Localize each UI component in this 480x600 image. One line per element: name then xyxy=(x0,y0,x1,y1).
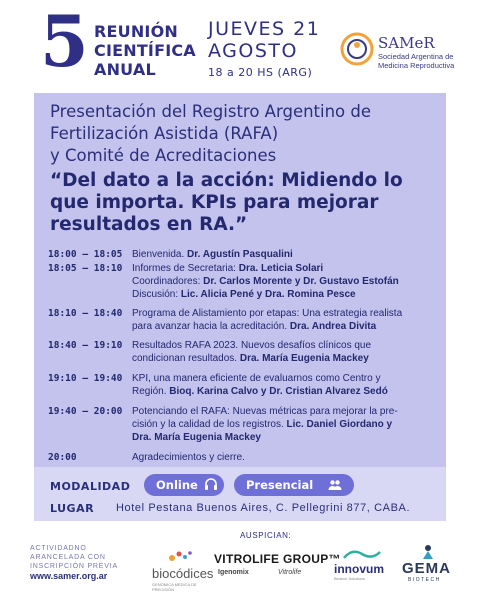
schedule-text: Potenciando el RAFA: Nuevas métricas para mejorar la pre- xyxy=(132,406,398,417)
biocodices-logo xyxy=(152,548,214,592)
date-line-2: AGOSTO xyxy=(208,40,298,62)
date-line-1: JUEVES 21 xyxy=(208,18,321,40)
schedule-time: 19:10 – 19:40 xyxy=(48,373,123,384)
schedule-desc xyxy=(132,372,438,398)
schedule-speakers: Dra. María Eugenia Mackey xyxy=(239,353,369,364)
gema-name: GEMA xyxy=(402,560,451,577)
modalidad-label: MODALIDAD xyxy=(50,480,131,493)
note-line-2: ARANCELADA CON xyxy=(30,554,106,561)
schedule-speakers: Bioq. Karina Calvo y Dr. Cristian Alvarez Sedó xyxy=(169,386,388,397)
schedule-desc xyxy=(132,451,438,464)
igenomix-logo: Igenomix xyxy=(218,569,249,576)
edition-number: 5 xyxy=(40,0,89,83)
samer-name: SAMeR xyxy=(378,34,435,52)
schedule-text: para avanzar hacia la acreditación. xyxy=(132,321,290,332)
website-link[interactable]: www.samer.org.ar xyxy=(30,571,108,581)
schedule-time: 18:05 – 18:10 xyxy=(48,263,123,274)
samer-subtitle-2: Medicina Reproductiva xyxy=(378,61,455,70)
schedule-text: condicionan resultados. xyxy=(132,353,240,364)
lugar-label: LUGAR xyxy=(50,502,95,515)
schedule-time: 18:00 – 18:05 xyxy=(48,249,123,260)
samer-emblem-icon xyxy=(340,32,374,66)
innovum-logo xyxy=(334,546,394,580)
quote-line-2: que importa. KPIs para mejorar xyxy=(50,192,379,213)
schedule-desc xyxy=(132,339,438,365)
schedule-text: Resultados RAFA 2023. Nuevos desafíos clínicos que xyxy=(132,340,372,351)
group-icon xyxy=(328,478,342,492)
headset-icon xyxy=(204,478,218,492)
innovum-name: innovum xyxy=(334,562,384,576)
schedule-desc xyxy=(132,307,438,333)
schedule-time: 20:00 xyxy=(48,452,77,463)
presencial-button[interactable] xyxy=(234,474,354,496)
innovum-subtitle: Biotech Solutions xyxy=(334,576,365,581)
header xyxy=(0,0,480,92)
schedule-text: KPI, una manera eficiente de evaluarnos como Centro y xyxy=(132,373,381,384)
schedule-speakers: Dra. Leticia Solari xyxy=(238,263,324,274)
gema-subtitle: BIOTECH xyxy=(408,577,441,583)
title-line-3: y Comité de Acreditaciones xyxy=(50,146,277,165)
biocodices-name: biocódices xyxy=(152,566,214,581)
schedule-text: Informes de Secretaria: xyxy=(132,263,239,274)
schedule-speakers: Lic. Daniel Giordano y xyxy=(286,419,393,430)
schedule-speakers: Dr. Carlos Morente y Dr. Gustavo Estofán xyxy=(203,276,399,287)
schedule-text: Bienvenida. xyxy=(132,249,188,260)
schedule-time: 18:40 – 19:10 xyxy=(48,340,123,351)
dots-icon xyxy=(166,548,196,564)
schedule-speakers: Dr. Agustín Pasqualini xyxy=(187,249,293,260)
quote-line-3: resultados en RA.” xyxy=(50,214,248,235)
samer-subtitle-1: Sociedad Argentina de xyxy=(378,52,454,61)
quote-line-1: “Del dato a la acción: Midiendo lo xyxy=(50,170,403,191)
title-line-2: Fertilización Asistida (RAFA) xyxy=(50,124,279,143)
biocodices-tagline: GENÓMICA MÉDICA DE PRECISIÓN xyxy=(152,582,197,592)
schedule-speakers: Dra. María Eugenia Mackey xyxy=(132,432,261,443)
schedule-text: Región. xyxy=(132,386,170,397)
schedule-text: Agradecimientos y cierre. xyxy=(132,452,245,463)
schedule-text: cisión y la calidad de los registros. xyxy=(132,419,287,430)
presencial-label: Presencial xyxy=(246,478,314,492)
lugar-address: Hotel Pestana Buenos Aires, C. Pellegrini 877, CABA. xyxy=(116,502,411,514)
title-line-1: Presentación del Registro Argentino de xyxy=(50,102,372,121)
event-line-2: CIENTÍFICA xyxy=(94,41,196,60)
schedule-speakers: Lic. Alicia Pené y Dra. Romina Pesce xyxy=(180,289,356,300)
samer-logo xyxy=(340,32,470,82)
presentation-title xyxy=(50,101,440,167)
gema-figure-icon xyxy=(420,544,436,560)
schedule-time: 18:10 – 18:40 xyxy=(48,308,123,319)
event-name xyxy=(94,22,196,79)
note-line-1: ACTIVIDADNO xyxy=(30,545,87,552)
online-label: Online xyxy=(156,478,198,492)
schedule-text: Coordinadores: xyxy=(132,276,204,287)
schedule-desc xyxy=(132,248,438,261)
samer-subtitle xyxy=(378,52,468,70)
presentation-quote xyxy=(50,170,440,236)
event-date xyxy=(208,18,320,62)
wave-icon xyxy=(342,546,382,562)
schedule-desc xyxy=(132,262,438,301)
note-line-3: INSCRIPCIÓN PREVIA xyxy=(30,563,118,570)
registration-note xyxy=(30,544,130,571)
program-panel xyxy=(34,93,446,521)
online-button[interactable] xyxy=(144,474,224,496)
event-hours: 18 a 20 HS (ARG) xyxy=(208,66,313,79)
event-line-3: ANUAL xyxy=(94,60,156,79)
vitrolife-group-logo: VITROLIFE GROUP™ xyxy=(214,552,341,566)
schedule-text: Programa de Alistamiento por etapas: Una estrategia realista xyxy=(132,308,403,319)
event-line-1: REUNIÓN xyxy=(94,22,178,41)
schedule-speakers: Dra. Andrea Divita xyxy=(289,321,377,332)
schedule-time: 19:40 – 20:00 xyxy=(48,406,123,417)
sponsors-label: AUSPICIAN: xyxy=(240,531,292,540)
gema-logo xyxy=(402,544,454,588)
modality-section xyxy=(34,467,446,521)
vitrolife-logo: Vitrolife xyxy=(278,569,302,576)
schedule-desc xyxy=(132,405,438,444)
schedule-text: Discusión: xyxy=(132,289,181,300)
